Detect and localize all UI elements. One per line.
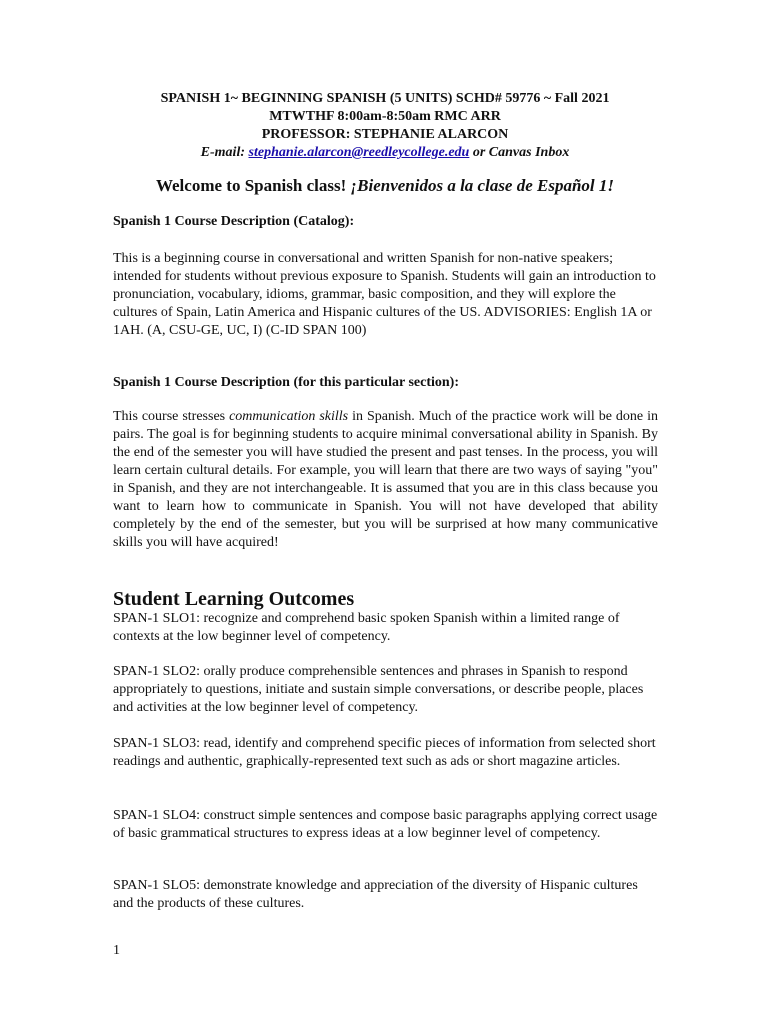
slo-item-4: SPAN-1 SLO4: construct simple sentences and compose basic paragraphs applying correct usage of basic grammatical structures to express ideas at a low beginner level of competency. [113,808,658,841]
learning-outcomes-heading: Student Learning Outcomes [113,588,355,610]
section-description-text-1: This course stresses [113,409,230,424]
email-suffix: or Canvas Inbox [472,145,570,160]
welcome-english: Welcome to Spanish class! [155,176,347,195]
section-description [113,408,658,552]
slo-item-3: SPAN-1 SLO3: read, identify and comprehend specific pieces of information from selected short readings and authentic, graphically-represented text such as ads or short magazine articles. [113,736,656,769]
slo-item-2: SPAN-1 SLO2: orally produce comprehensible sentences and phrases in Spanish to respond appropriately to questions, initiate and sustain simple conversations, or describe people, places and activities at the low beginner level of competency. [113,664,644,715]
page-number: 1 [113,943,120,958]
section-description-emphasis: communication skills [229,409,349,424]
slo-item-1: SPAN-1 SLO1: recognize and comprehend basic spoken Spanish within a limited range of contexts at the low beginner level of competency. [113,611,620,644]
course-header [0,90,770,162]
email-label: E-mail: [200,145,246,160]
section-description-text-2: in Spanish. Much of the practice work will be done in pairs. The goal is for beginning students to acquire minimal conversational ability in Spanish. By the end of the semester you will have studied the present and past tenses. In the process, you will learn certain cultural details. For example, you will learn that there are two ways of saying "you" in Spanish, and they are not interchangeable. It is assumed that you are in this class because you want to learn how to communicate in Spanish. You will not have developed that ability completely by the end of the semester, but you will be surprised at how many communicative skills you will have acquired! [113,409,658,550]
welcome-line [0,176,770,196]
welcome-spanish: ¡Bienvenidos a la clase de Español 1! [350,176,615,195]
slo-item-5: SPAN-1 SLO5: demonstrate knowledge and appreciation of the diversity of Hispanic cultures and the products of these cultures. [113,878,638,911]
email-line [0,144,770,162]
course-title: SPANISH 1~ BEGINNING SPANISH (5 UNITS) SCHD# 59776 ~ Fall 2021 [160,91,610,106]
catalog-description: This is a beginning course in conversational and written Spanish for non-native speakers; intended for students without previous exposure to Spanish. Students will gain an introduction to pronunciation, vocabulary, idioms, grammar, basic composition, and they will explore the cultures of Spain, Latin America and Hispanic cultures of the US. ADVISORIES: English 1A or 1AH. (A, CSU-GE, UC, I) (C-ID SPAN 100) [113,251,656,338]
catalog-title: Spanish 1 Course Description (Catalog): [113,214,355,229]
email-link[interactable]: stephanie.alarcon@reedleycollege.edu [248,145,470,160]
section-description-title: Spanish 1 Course Description (for this particular section): [113,375,459,390]
course-schedule: MTWTHF 8:00am-8:50am RMC ARR [269,109,501,124]
professor-name: PROFESSOR: STEPHANIE ALARCON [261,127,509,142]
